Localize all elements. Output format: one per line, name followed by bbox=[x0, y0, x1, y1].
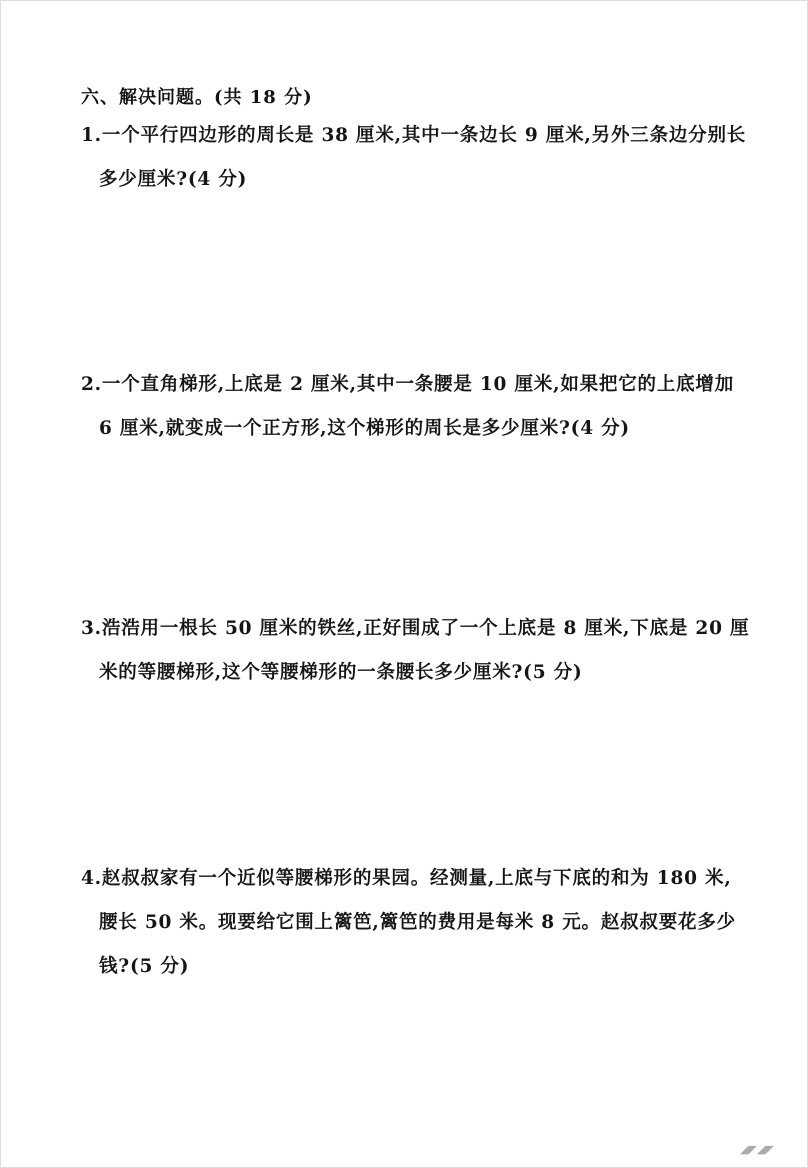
question-4 bbox=[81, 857, 753, 989]
question-2-line-2: 6 厘米,就变成一个正方形,这个梯形的周长是多少厘米?(4 分) bbox=[99, 418, 630, 439]
question-4-line-1: 4.赵叔叔家有一个近似等腰梯形的果园。经测量,上底与下底的和为 180 米, bbox=[81, 868, 732, 889]
question-3-line-1: 3.浩浩用一根长 50 厘米的铁丝,正好围成了一个上底是 8 厘米,下底是 20 厘 bbox=[81, 618, 750, 639]
question-1 bbox=[81, 114, 753, 202]
question-2 bbox=[81, 363, 753, 451]
question-3 bbox=[81, 607, 753, 695]
question-4-line-3: 钱?(5 分) bbox=[99, 956, 190, 977]
section-title: 六、解决问题。(共 18 分) bbox=[81, 87, 313, 108]
question-4-line-2: 腰长 50 米。现要给它围上篱笆,篱笆的费用是每米 8 元。赵叔叔要花多少 bbox=[99, 912, 736, 933]
question-2-line-1: 2.一个直角梯形,上底是 2 厘米,其中一条腰是 10 厘米,如果把它的上底增加 bbox=[81, 374, 735, 395]
question-1-line-2: 多少厘米?(4 分) bbox=[99, 169, 248, 190]
question-1-line-1: 1.一个平行四边形的周长是 38 厘米,其中一条边长 9 厘米,另外三条边分别长 bbox=[81, 125, 747, 146]
question-3-line-2: 米的等腰梯形,这个等腰梯形的一条腰长多少厘米?(5 分) bbox=[99, 662, 583, 683]
watermark-icon: ◢◤◢◤ bbox=[740, 1143, 774, 1156]
